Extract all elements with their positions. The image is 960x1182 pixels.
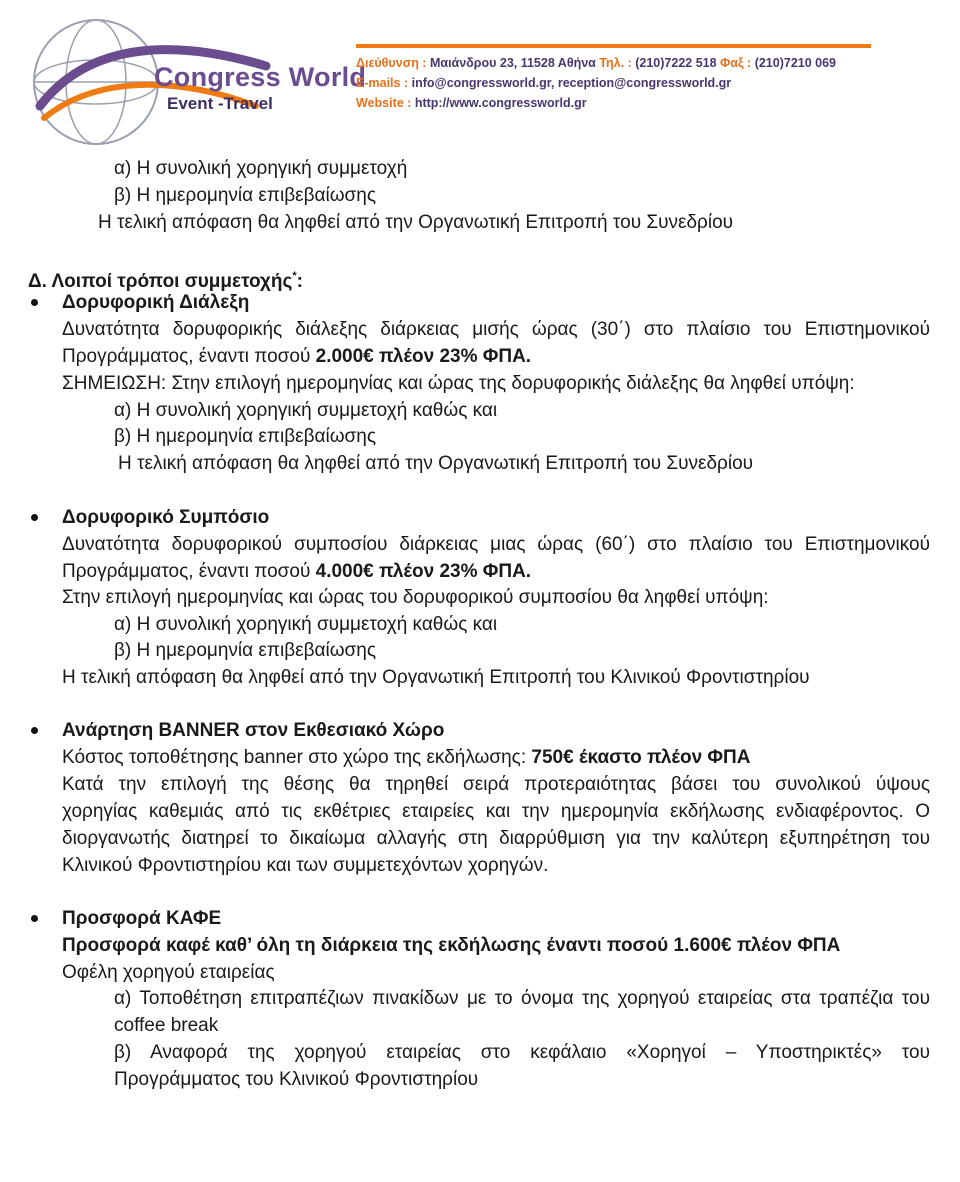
bullet-icon bbox=[31, 299, 38, 306]
section-d-heading-colon: : bbox=[296, 271, 303, 292]
banner-paragraph-line3: διοργανωτής διατηρεί το δικαίωμα αλλαγής στη διαρρύθμιση για την καλύτερη εξυπηρέτηση του bbox=[62, 828, 930, 849]
header-divider bbox=[356, 44, 871, 48]
bullet-icon bbox=[31, 727, 38, 734]
symposium-title: Δορυφορικό Συμπόσιο bbox=[62, 507, 270, 528]
symposium-note: Στην επιλογή ημερομηνίας και ώρας του δορυφορικού συμποσίου θα ληφθεί υπόψη: bbox=[62, 587, 769, 608]
contact-line-website bbox=[356, 93, 836, 113]
symposium-item-b: β) Η ημερομηνία επιβεβαίωσης bbox=[114, 640, 377, 661]
coffee-benefit-b-line2: Προγράμματος του Κλινικού Φροντιστηρίου bbox=[114, 1069, 479, 1090]
banner-cost-price: 750€ έκαστο πλέον ΦΠΑ bbox=[531, 747, 751, 768]
symposium-item-a: α) Η συνολική χορηγική συμμετοχή καθώς και bbox=[114, 614, 498, 635]
symposium-description-line2 bbox=[62, 559, 531, 585]
banner-paragraph-line1: Κατά την επιλογή της θέσης θα τηρηθεί σειρά προτεραιότητας βάσει του συνολικού ύψους bbox=[62, 774, 930, 795]
symposium-description-line1: Δυνατότητα δορυφορικού συμποσίου διάρκειας μιας ώρας (60΄) στο πλαίσιο του Επιστημονικού bbox=[62, 534, 930, 555]
coffee-benefit-a-line1: α) Τοποθέτηση επιτραπέζιων πινακίδων με το όνομα της χορηγού εταιρείας στα τραπέζια του bbox=[114, 988, 930, 1009]
lecture-item-b: β) Η ημερομηνία επιβεβαίωσης bbox=[114, 426, 377, 447]
lecture-description-line1: Δυνατότητα δορυφορικής διάλεξης διάρκειας μισής ώρας (30΄) στο πλαίσιο του Επιστημονικού bbox=[62, 319, 930, 340]
coffee-offer: Προσφορά καφέ καθ’ όλη τη διάρκεια της εκδήλωσης έναντι ποσού 1.600€ πλέον ΦΠΑ bbox=[62, 935, 841, 956]
intro-item-b: β) Η ημερομηνία επιβεβαίωσης bbox=[114, 185, 377, 206]
lecture-price-prefix: Προγράμματος, έναντι ποσού bbox=[62, 346, 316, 367]
lecture-title: Δορυφορική Διάλεξη bbox=[62, 292, 250, 313]
coffee-benefit-a-line2: coffee break bbox=[114, 1015, 219, 1036]
logo-subtitle: Event -Travel bbox=[167, 94, 273, 113]
email-label: E-mails : bbox=[356, 76, 409, 90]
logo-name: Congress World bbox=[154, 62, 367, 92]
banner-title: Ανάρτηση BANNER στον Εκθεσιακό Χώρο bbox=[62, 720, 445, 741]
symposium-price-prefix: Προγράμματος, έναντι ποσού bbox=[62, 561, 316, 582]
contact-line-email bbox=[356, 73, 836, 93]
lecture-description-line2 bbox=[62, 344, 531, 370]
banner-paragraph-line4: Κλινικού Φροντιστηρίου και των συμμετεχόντων χορηγών. bbox=[62, 855, 549, 876]
address-label: Διεύθυνση : bbox=[356, 56, 427, 70]
lecture-final-decision: Η τελική απόφαση θα ληφθεί από την Οργανωτική Επιτροπή του Συνεδρίου bbox=[118, 453, 754, 474]
intro-final-decision: Η τελική απόφαση θα ληφθεί από την Οργανωτική Επιτροπή του Συνεδρίου bbox=[98, 212, 734, 233]
banner-cost bbox=[62, 745, 750, 771]
bullet-icon bbox=[31, 514, 38, 521]
address-value: Μαιάνδρου 23, 11528 Αθήνα bbox=[429, 56, 596, 70]
email-value[interactable]: info@congressworld.gr, reception@congressworld.gr bbox=[411, 76, 732, 90]
lecture-item-a: α) Η συνολική χορηγική συμμετοχή καθώς και bbox=[114, 400, 498, 421]
website-label: Website : bbox=[356, 96, 412, 110]
lecture-note: ΣΗΜΕΙΩΣΗ: Στην επιλογή ημερομηνίας και ώρας της δορυφορικής διάλεξης θα ληφθεί υπόψη: bbox=[62, 373, 855, 394]
symposium-final-decision: Η τελική απόφαση θα ληφθεί από την Οργανωτική Επιτροπή του Κλινικού Φροντιστηρίου bbox=[62, 667, 810, 688]
contact-info bbox=[356, 53, 836, 113]
phone-label: Τηλ. : bbox=[599, 56, 632, 70]
banner-cost-text: Κόστος τοποθέτησης banner στο χώρο της εκδήλωσης: bbox=[62, 747, 532, 768]
company-logo bbox=[26, 6, 371, 154]
fax-value: (210)7210 069 bbox=[754, 56, 837, 70]
coffee-benefits-heading: Οφέλη χορηγού εταιρείας bbox=[62, 962, 275, 983]
coffee-title: Προσφορά ΚΑΦΕ bbox=[62, 908, 222, 929]
section-d-heading-text: Δ. Λοιποί τρόποι συμμετοχής bbox=[28, 271, 293, 292]
website-link[interactable]: http://www.congressworld.gr bbox=[414, 96, 587, 110]
section-d-heading bbox=[28, 263, 303, 292]
lecture-price: 2.000€ πλέον 23% ΦΠΑ. bbox=[315, 346, 532, 367]
fax-label: Φαξ : bbox=[720, 56, 752, 70]
bullet-icon bbox=[31, 915, 38, 922]
contact-line-address bbox=[356, 53, 836, 73]
phone-value: (210)7222 518 bbox=[635, 56, 717, 70]
symposium-price: 4.000€ πλέον 23% ΦΠΑ. bbox=[315, 561, 532, 582]
coffee-benefit-b-line1: β) Αναφορά της χορηγού εταιρείας στο κεφάλαιο «Χορηγοί – Υποστηρικτές» του bbox=[114, 1042, 930, 1063]
banner-paragraph-line2: χορηγίας καθεμιάς από τις εκθέτριες εταιρείες και την ημερομηνία εκδήλωσης ενδιαφέροντος. Ο bbox=[62, 801, 930, 822]
footnote-mark: * bbox=[292, 270, 297, 282]
intro-item-a: α) Η συνολική χορηγική συμμετοχή bbox=[114, 158, 408, 179]
